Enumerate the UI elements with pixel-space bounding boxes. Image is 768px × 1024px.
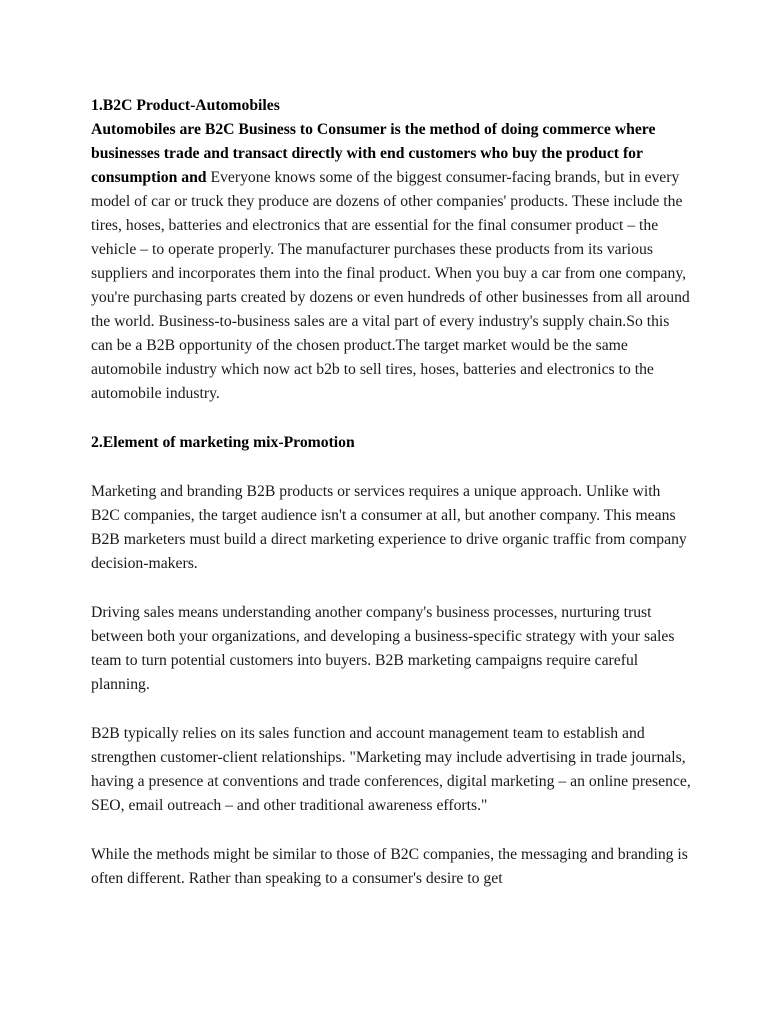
section-heading-promotion: 2.Element of marketing mix-Promotion bbox=[91, 434, 355, 451]
promotion-paragraph: Driving sales means understanding another company's business processes, nurturing trust between both your organizations, and developing a business-specific strategy with your sales team to turn potential customers into buyers. B2B marketing campaigns require careful planning. bbox=[91, 604, 675, 693]
promotion-paragraph: B2B typically relies on its sales function and account management team to establish and strengthen customer-client relationships. "Marketing may include advertising in trade journals, having a presence at conventions and trade conferences, digital marketing – an online presence, SEO, email outreach – and other traditional awareness efforts." bbox=[91, 725, 691, 814]
promotion-paragraph: Marketing and branding B2B products or services requires a unique approach. Unlike with B2C companies, the target audience isn't a consumer at all, but another company. This means B2B marketers must build a direct marketing experience to drive organic traffic from company decision-makers. bbox=[91, 483, 687, 572]
product-paragraph bbox=[91, 118, 691, 406]
product-bold-lead: Automobiles are B2C Business to Consumer is the method of doing commerce where businesses trade and transact directly with end customers who buy the product for consumption and bbox=[91, 121, 656, 186]
section-heading-product: 1.B2C Product-Automobiles bbox=[91, 97, 280, 114]
section-product bbox=[91, 94, 691, 406]
promotion-paragraph: While the methods might be similar to those of B2C companies, the messaging and branding is often different. Rather than speaking to a consumer's desire to get bbox=[91, 846, 688, 887]
document-page bbox=[91, 94, 691, 891]
product-body-text: Everyone knows some of the biggest consumer-facing brands, but in every model of car or truck they produce are dozens of other companies' products. These include the tires, hoses, batteries and electronics that are essential for the final consumer product – the vehicle – to operate properly. The manufacturer purchases these products from its various suppliers and incorporates them into the final product. When you buy a car from one company, you're purchasing parts created by dozens or even hundreds of other businesses from all around the world. Business-to-business sales are a vital part of every industry's supply chain.So this can be a B2B opportunity of the chosen product.The target market would be the same automobile industry which now act b2b to sell tires, hoses, batteries and electronics to the automobile industry. bbox=[91, 169, 690, 402]
